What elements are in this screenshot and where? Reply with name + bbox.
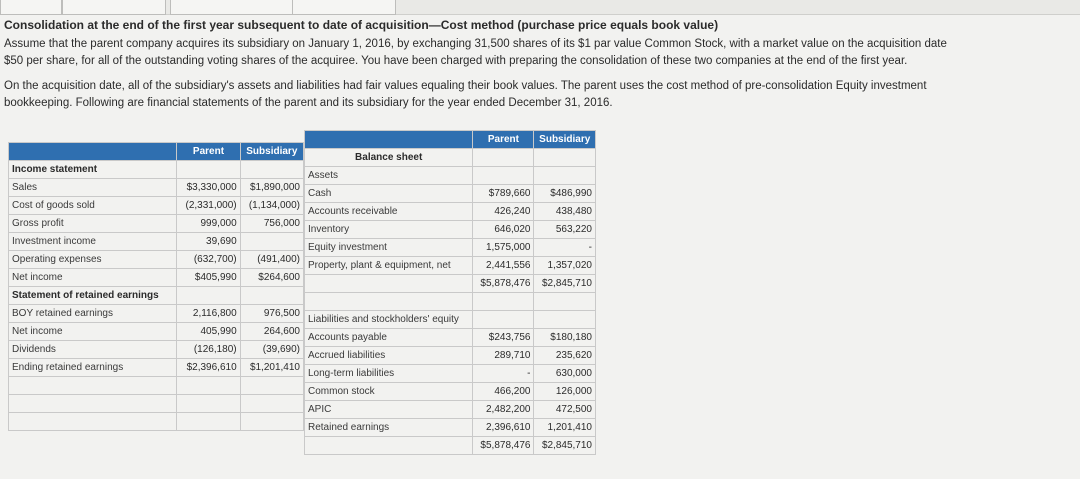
table-row [305, 257, 596, 275]
table-row [9, 269, 304, 287]
subsidiary-value: $2,845,710 [534, 275, 596, 293]
table-row [9, 179, 304, 197]
parent-value: $2,396,610 [177, 359, 240, 377]
parent-value: (126,180) [177, 341, 240, 359]
row-label: Investment income [9, 233, 177, 251]
parent-value: $5,878,476 [473, 437, 534, 455]
parent-value: 1,575,000 [473, 239, 534, 257]
subsidiary-value: $1,890,000 [240, 179, 303, 197]
subsidiary-header: Subsidiary [534, 131, 596, 149]
table-row [9, 359, 304, 377]
table-row [9, 251, 304, 269]
parent-header: Parent [177, 143, 240, 161]
row-label: Long-term liabilities [305, 365, 473, 383]
problem-heading: Consolidation at the end of the first year subsequent to date of acquisition—Cost method (purchase price equals book value) [4, 18, 719, 32]
parent-value: - [473, 365, 534, 383]
row-label: Accounts payable [305, 329, 473, 347]
parent-value: 39,690 [177, 233, 240, 251]
row-label: Retained earnings [305, 419, 473, 437]
parent-value: $5,878,476 [473, 275, 534, 293]
subsidiary-value: $486,990 [534, 185, 596, 203]
subsidiary-value: (1,134,000) [240, 197, 303, 215]
parent-value: $405,990 [177, 269, 240, 287]
table-row [9, 197, 304, 215]
parent-value: 405,990 [177, 323, 240, 341]
subsidiary-value: 126,000 [534, 383, 596, 401]
parent-value: 2,116,800 [177, 305, 240, 323]
row-label: Dividends [9, 341, 177, 359]
problem-text-line-1: Assume that the parent company acquires its subsidiary on January 1, 2016, by exchanging 31,500 shares of its $1 par value Common Stock, with a market value on the acquisition date [4, 38, 947, 50]
row-label: Net income [9, 269, 177, 287]
subsidiary-value: 264,600 [240, 323, 303, 341]
parent-value: (632,700) [177, 251, 240, 269]
subsidiary-value: $180,180 [534, 329, 596, 347]
tab-4[interactable] [292, 0, 396, 15]
row-label: Net income [9, 323, 177, 341]
parent-value: (2,331,000) [177, 197, 240, 215]
parent-value: 466,200 [473, 383, 534, 401]
row-label: Cash [305, 185, 473, 203]
table-row [305, 239, 596, 257]
row-label: Accrued liabilities [305, 347, 473, 365]
income-retained-table [8, 142, 304, 431]
subsidiary-value: 756,000 [240, 215, 303, 233]
retained-earnings-title: Statement of retained earnings [9, 287, 177, 305]
subsidiary-value: $2,845,710 [534, 437, 596, 455]
table-row [9, 323, 304, 341]
table-row [305, 401, 596, 419]
subsidiary-header: Subsidiary [240, 143, 303, 161]
balance-sheet-table [304, 130, 596, 455]
table-row [305, 203, 596, 221]
subsidiary-value: 472,500 [534, 401, 596, 419]
parent-value: 2,482,200 [473, 401, 534, 419]
table-row [305, 419, 596, 437]
parent-value: 2,396,610 [473, 419, 534, 437]
tab-2[interactable] [62, 0, 166, 15]
subsidiary-value: 976,500 [240, 305, 303, 323]
assets-label: Assets [305, 167, 473, 185]
problem-text-line-3: On the acquisition date, all of the subsidiary's assets and liabilities had fair values equaling their book values. The parent uses the cost method of pre-consolidation Equity investment [4, 80, 927, 92]
parent-value: 999,000 [177, 215, 240, 233]
row-label: Gross profit [9, 215, 177, 233]
parent-value: 426,240 [473, 203, 534, 221]
parent-value: 646,020 [473, 221, 534, 239]
row-label [305, 275, 473, 293]
row-label: APIC [305, 401, 473, 419]
subsidiary-value: 630,000 [534, 365, 596, 383]
parent-value: $789,660 [473, 185, 534, 203]
row-label: Operating expenses [9, 251, 177, 269]
subsidiary-value: 1,357,020 [534, 257, 596, 275]
top-tab-strip [0, 0, 1080, 15]
row-label: BOY retained earnings [9, 305, 177, 323]
subsidiary-value: 1,201,410 [534, 419, 596, 437]
table-row [9, 305, 304, 323]
income-statement-title: Income statement [9, 161, 177, 179]
table-row [305, 221, 596, 239]
subsidiary-value: - [534, 239, 596, 257]
row-label: Cost of goods sold [9, 197, 177, 215]
subsidiary-value: 438,480 [534, 203, 596, 221]
table-row [9, 233, 304, 251]
header-row [305, 131, 596, 149]
row-label: Property, plant & equipment, net [305, 257, 473, 275]
row-label: Common stock [305, 383, 473, 401]
parent-header: Parent [473, 131, 534, 149]
subsidiary-value: $264,600 [240, 269, 303, 287]
table-row [9, 215, 304, 233]
tab-1[interactable] [0, 0, 62, 15]
subsidiary-value: $1,201,410 [240, 359, 303, 377]
row-label [305, 437, 473, 455]
row-label: Sales [9, 179, 177, 197]
parent-value: 2,441,556 [473, 257, 534, 275]
balance-sheet-title: Balance sheet [305, 149, 473, 167]
row-label: Accounts receivable [305, 203, 473, 221]
header-row [9, 143, 304, 161]
parent-value: $243,756 [473, 329, 534, 347]
subsidiary-value [240, 233, 303, 251]
table-row [9, 341, 304, 359]
problem-text-line-4: bookkeeping. Following are financial statements of the parent and its subsidiary for the year ended December 31, 2016. [4, 97, 613, 109]
subsidiary-value: (39,690) [240, 341, 303, 359]
table-row [305, 347, 596, 365]
subsidiary-value: 235,620 [534, 347, 596, 365]
table-row [305, 437, 596, 455]
table-row [305, 329, 596, 347]
parent-value: $3,330,000 [177, 179, 240, 197]
table-row [305, 185, 596, 203]
row-label: Inventory [305, 221, 473, 239]
subsidiary-value: (491,400) [240, 251, 303, 269]
table-row [305, 365, 596, 383]
parent-value: 289,710 [473, 347, 534, 365]
table-row [305, 383, 596, 401]
table-row [305, 275, 596, 293]
tab-3[interactable] [170, 0, 294, 15]
row-label: Ending retained earnings [9, 359, 177, 377]
row-label: Equity investment [305, 239, 473, 257]
liabilities-equity-title: Liabilities and stockholders' equity [305, 311, 473, 329]
problem-text-line-2: $50 per share, for all of the outstanding voting shares of the acquiree. You have been charged with preparing the consolidation of these two companies at the end of the first year. [4, 55, 908, 67]
subsidiary-value: 563,220 [534, 221, 596, 239]
